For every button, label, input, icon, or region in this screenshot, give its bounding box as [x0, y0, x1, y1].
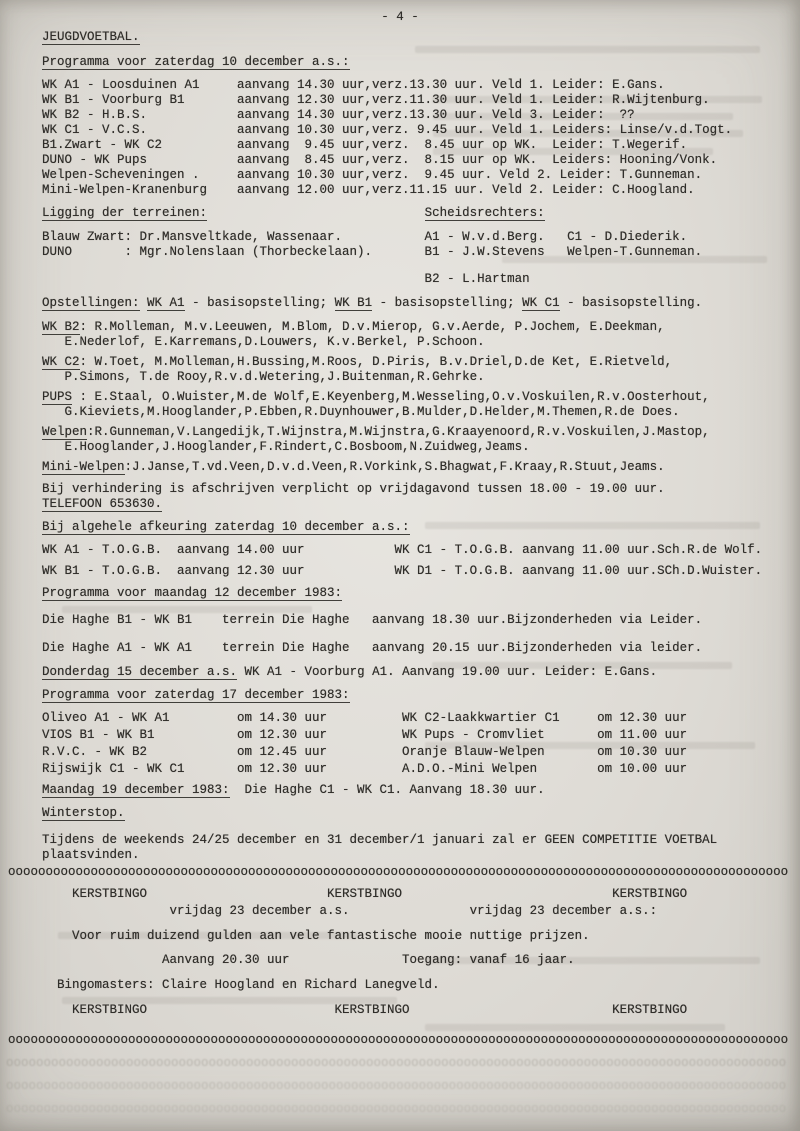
text-segment: Die Haghe C1 - WK C1. Aanvang 18.30 uur.: [229, 783, 545, 797]
text-segment: Die Haghe A1 - WK A1 terrein Die Haghe aanvang 20.15 uur.Bijzonderheden via leider.: [42, 641, 703, 655]
text-segment: : W.Toet, M.Molleman,H.Bussing,M.Roos, D.Piris, B.v.Driel,D.de Ket, E.Rietveld,: [79, 355, 673, 369]
text-segment: Blauw Zwart: Dr.Mansveltkade, Wassenaar. A1 - W.v.d.Berg. C1 - D.Diederik.: [42, 230, 688, 244]
text-line: [42, 929, 800, 944]
match-row: [42, 641, 800, 656]
lineup-welpen-cont: [42, 440, 800, 455]
text-segment: oooooooooooooooooooooooooooooooooooooooooooooooooooooooooooooooooooooooooooooooooooooooooooooooooooooooo: [8, 865, 789, 879]
underlined-text: Ligging der terreinen:: [42, 206, 208, 220]
kerstbingo-row: [42, 887, 800, 902]
maandag-19-line: [42, 783, 800, 798]
match-row: [42, 613, 800, 628]
text-segment: - basisopstelling.: [559, 296, 703, 310]
heading-programma-17-dec: [42, 688, 800, 703]
match-row: [42, 153, 800, 168]
heading-ligging-scheidsrechters: [42, 206, 800, 221]
lineup-wk-c2-cont: [42, 370, 800, 385]
text-segment: WK B1 - T.O.G.B. aanvang 12.30 uur WK D1 - T.O.G.B. aanvang 11.00 uur.SCh.D.Wuister.: [42, 564, 763, 578]
text-segment: - basisopstelling;: [372, 296, 523, 310]
text-segment: DUNO : Mgr.Nolenslaan (Thorbeckelaan). B1 - J.W.Stevens Welpen-T.Gunneman.: [42, 245, 703, 259]
telefoon-line: [42, 497, 800, 512]
text-segment: E.Hooglander,J.Hooglander,F.Rindert,C.Bosboom,N.Zuidweg,Jeams.: [42, 440, 530, 454]
match-row: [42, 93, 800, 108]
divider-o-row: [8, 865, 800, 880]
text-segment: Bij verhindering is afschrijven verplicht op vrijdagavond tussen 18.00 - 19.00 uur.: [42, 482, 665, 496]
text-segment: plaatsvinden.: [42, 848, 140, 862]
underlined-text: TELEFOON 653630.: [42, 497, 163, 511]
underlined-text: Maandag 19 december 1983:: [42, 783, 230, 797]
text-segment: WK A1 - T.O.G.B. aanvang 14.00 uur WK C1 - T.O.G.B. aanvang 11.00 uur.Sch.R.de Wolf.: [42, 543, 763, 557]
divider-o-row: [8, 1033, 800, 1048]
text-segment: KERSTBINGO KERSTBINGO KERSTBINGO: [42, 887, 688, 901]
underlined-text: Opstellingen:: [42, 296, 140, 310]
bleedthrough-o-row: oooooooooooooooooooooooooooooooooooooooooooooooooooooooooooooooooooooooooooooooooooooooooooooooooooooooo: [6, 1079, 787, 1093]
text-line: [42, 904, 800, 919]
text-segment: P.Simons, T.de Rooy,R.v.d.Wetering,J.Buitenman,R.Gehrke.: [42, 370, 485, 384]
text-segment: Die Haghe B1 - WK B1 terrein Die Haghe aanvang 18.30 uur.Bijzonderheden via Leider.: [42, 613, 703, 627]
underlined-text: PUPS: [42, 390, 73, 404]
text-segment: WK B2 - H.B.S. aanvang 14.30 uur,verz.13.30 uur. Veld 3. Leider: ??: [42, 108, 635, 122]
text-segment: WK B1 - Voorburg B1 aanvang 12.30 uur,verz.11.30 uur. Veld 1. Leider: R.Wijtenburg.: [42, 93, 710, 107]
text-line: [42, 833, 800, 848]
text-segment: WK A1 - Loosduinen A1 aanvang 14.30 uur,verz.13.30 uur. Veld 1. Leider: E.Gans.: [42, 78, 665, 92]
heading-winterstop: [42, 806, 800, 821]
text-segment: Voor ruim duizend gulden aan vele fantastische mooie nuttige prijzen.: [42, 929, 590, 943]
match-row: [42, 168, 800, 183]
text-line: [42, 245, 800, 260]
text-segment: Mini-Welpen-Kranenburg aanvang 12.00 uur,verz.11.15 uur. Veld 2. Leider: C.Hoogland.: [42, 183, 695, 197]
underlined-text: Mini-Welpen: [42, 460, 125, 474]
lineup-wk-b2: [42, 320, 800, 335]
text-segment: R.V.C. - WK B2 om 12.45 uur Oranje Blauw-Welpen om 10.30 uur: [42, 745, 688, 759]
text-segment: [140, 296, 148, 310]
text-line: [42, 272, 800, 287]
text-segment: oooooooooooooooooooooooooooooooooooooooooooooooooooooooooooooooooooooooooooooooooooooooooooooooooooooooo: [8, 1033, 789, 1047]
heading-programma-10-dec: [42, 55, 800, 70]
text-segment: Oliveo A1 - WK A1 om 14.30 uur WK C2-Laakkwartier C1 om 12.30 uur: [42, 711, 688, 725]
underlined-text: WK C2: [42, 355, 80, 369]
match-row: [42, 108, 800, 123]
underlined-text: Bij algehele afkeuring zaterdag 10 december a.s.:: [42, 520, 410, 534]
underlined-text: Programma voor zaterdag 10 december a.s.:: [42, 55, 350, 69]
text-segment: : R.Molleman, M.v.Leeuwen, M.Blom, D.v.Mierop, G.v.Aerde, P.Jochem, E.Deekman,: [79, 320, 665, 334]
text-line: [42, 482, 800, 497]
text-segment: WK C1 - V.C.S. aanvang 10.30 uur,verz. 9.45 uur. Veld 1. Leiders: Linse/v.d.Togt.: [42, 123, 733, 137]
underlined-text: WK B2: [42, 320, 80, 334]
text-line: [42, 953, 800, 968]
match-row: [42, 138, 800, 153]
text-segment: E.Nederlof, E.Karremans,D.Louwers, K.v.Berkel, P.Schoon.: [42, 335, 485, 349]
text-segment: Aanvang 20.30 uur Toegang: vanaf 16 jaar.: [42, 953, 575, 967]
lineup-wk-c2: [42, 355, 800, 370]
underlined-text: Programma voor maandag 12 december 1983:: [42, 586, 343, 600]
lineup-pups: [42, 390, 800, 405]
match-row: [42, 762, 800, 777]
underlined-text: JEUGDVOETBAL.: [42, 30, 140, 44]
match-row: [42, 78, 800, 93]
text-segment: Bingomasters: Claire Hoogland en Richard Lanegveld.: [42, 978, 440, 992]
text-segment: DUNO - WK Pups aanvang 8.45 uur,verz. 8.15 uur op WK. Leiders: Hooning/Vonk.: [42, 153, 718, 167]
text-segment: : E.Staal, O.Wuister,M.de Wolf,E.Keyenberg,M.Wesseling,O.v.Voskuilen,R.v.Oosterhout,: [72, 390, 710, 404]
match-row: [42, 745, 800, 760]
text-segment: Rijswijk C1 - WK C1 om 12.30 uur A.D.O.-Mini Welpen om 10.00 uur: [42, 762, 688, 776]
text-segment: KERSTBINGO KERSTBINGO KERSTBINGO: [42, 1003, 688, 1017]
page-number: - 4 -: [381, 10, 419, 24]
match-row: [42, 711, 800, 726]
underlined-text: WK A1: [147, 296, 185, 310]
text-segment: Welpen-Scheveningen . aanvang 10.30 uur,verz. 9.45 uur. Veld 2. Leider: T.Gunneman.: [42, 168, 703, 182]
underlined-text: Winterstop.: [42, 806, 125, 820]
heading-programma-12-dec: [42, 586, 800, 601]
text-segment: vrijdag 23 december a.s. vrijdag 23 december a.s.:: [42, 904, 658, 918]
text-segment: Tijdens de weekends 24/25 december en 31 december/1 januari zal er GEEN COMPETITIE VOETBAL: [42, 833, 718, 847]
lineup-wk-b2-cont: [42, 335, 800, 350]
text-segment: WK A1 - Voorburg A1. Aanvang 19.00 uur. Leider: E.Gans.: [237, 665, 658, 679]
underlined-text: WK B1: [334, 296, 373, 310]
text-segment: B1.Zwart - WK C2 aanvang 9.45 uur,verz. 8.45 uur op WK. Leider: T.Wegerif.: [42, 138, 688, 152]
text-segment: VIOS B1 - WK B1 om 12.30 uur WK Pups - Cromvliet om 11.00 uur: [42, 728, 688, 742]
underlined-text: WK C1: [522, 296, 560, 310]
underlined-text: Donderdag 15 december a.s.: [42, 665, 238, 679]
text-segment: [207, 206, 425, 220]
text-line: [42, 230, 800, 245]
text-segment: G.Kieviets,M.Hooglander,P.Ebben,R.Duynhouwer,B.Mulder,D.Helder,M.Themen,R.de Does.: [42, 405, 680, 419]
heading-afkeuring: [42, 520, 800, 535]
match-row: [42, 564, 800, 579]
title-jeugdvoetbal: [42, 30, 800, 45]
bingomasters-line: [42, 978, 800, 993]
opstellingen-line: [42, 296, 800, 311]
text-segment: :R.Gunneman,V.Langedijk,T.Wijnstra,M.Wijnstra,G.Kraayenoord,R.v.Voskuilen,J.Mastop,: [87, 425, 710, 439]
kerstbingo-row: [42, 1003, 800, 1018]
match-row: [42, 183, 800, 198]
text-segment: - basisopstelling;: [184, 296, 335, 310]
document-lines: [8, 30, 800, 1048]
match-row: [42, 123, 800, 138]
underlined-text: Welpen: [42, 425, 88, 439]
donderdag-line: [42, 665, 800, 680]
lineup-pups-cont: [42, 405, 800, 420]
text-segment: B2 - L.Hartman: [42, 272, 530, 286]
text-segment: :J.Janse,T.vd.Veen,D.v.d.Veen,R.Vorkink,S.Bhagwat,F.Kraay,R.Stuut,Jeams.: [124, 460, 665, 474]
underlined-text: Programma voor zaterdag 17 december 1983:: [42, 688, 350, 702]
underlined-text: Scheidsrechters:: [424, 206, 545, 220]
match-row: [42, 728, 800, 743]
text-line: [42, 848, 800, 863]
bleedthrough-o-row: oooooooooooooooooooooooooooooooooooooooooooooooooooooooooooooooooooooooooooooooooooooooooooooooooooooooo: [6, 1056, 787, 1070]
lineup-welpen: [42, 425, 800, 440]
lineup-mini-welpen: [42, 460, 800, 475]
bleedthrough-o-row: oooooooooooooooooooooooooooooooooooooooooooooooooooooooooooooooooooooooooooooooooooooooooooooooooooooooo: [6, 1102, 787, 1116]
match-row: [42, 543, 800, 558]
